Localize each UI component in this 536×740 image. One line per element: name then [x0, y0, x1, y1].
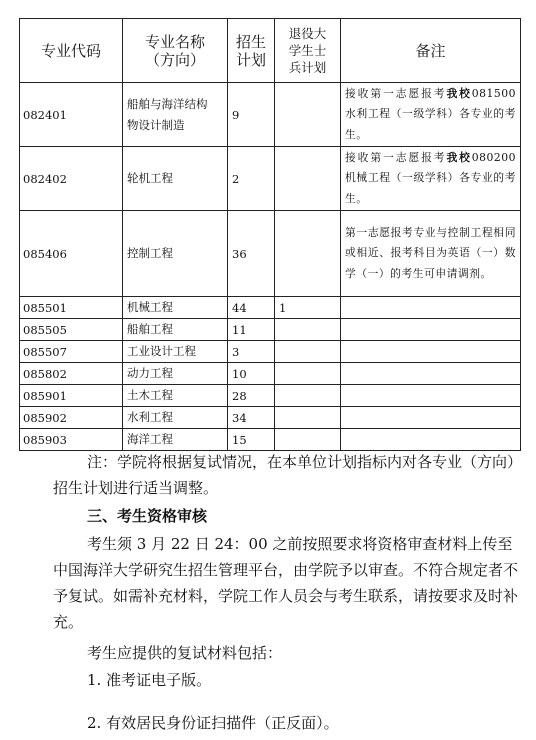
row-name: 海洋工程 — [123, 429, 228, 451]
header-name-line2: （方向） — [144, 50, 205, 69]
row-remark — [341, 429, 521, 451]
row-plan: 44 — [228, 297, 275, 319]
row-name: 船舶工程 — [123, 319, 228, 341]
row-code: 082401 — [20, 83, 123, 147]
table-row — [20, 429, 521, 451]
remark-text: 接收第一志愿报考 — [345, 150, 447, 164]
row-plan: 28 — [228, 385, 275, 407]
enrollment-plan-table — [19, 18, 521, 451]
row-veteran — [275, 341, 341, 363]
header-veteran-line1: 退役大 — [288, 26, 327, 41]
table-header-row — [20, 19, 521, 83]
row-remark — [341, 363, 521, 385]
row-code: 085901 — [20, 385, 123, 407]
row-code: 085505 — [20, 319, 123, 341]
table-row — [20, 363, 521, 385]
row-plan: 15 — [228, 429, 275, 451]
row-remark — [341, 83, 521, 147]
row-veteran: 1 — [275, 297, 341, 319]
table-row — [20, 385, 521, 407]
table-note: 注：学院将根据复试情况，在本单位计划指标内对各专业（方向）招生计划进行适当调整。 — [53, 453, 515, 497]
section-heading: 三、考生资格审核 — [87, 507, 208, 525]
header-veteran-line2: 学生士 — [288, 43, 327, 58]
row-plan: 11 — [228, 319, 275, 341]
table-row — [20, 297, 521, 319]
row-veteran — [275, 147, 341, 211]
row-code: 085902 — [20, 407, 123, 429]
row-name: 工业设计工程 — [123, 341, 228, 363]
row-plan: 9 — [228, 83, 275, 147]
row-plan: 10 — [228, 363, 275, 385]
remark-text: 081500 水利工程（一级学科）各专业的考生。 — [345, 86, 517, 141]
section-paragraph: 考生须 3 月 22 日 24：00 之前按照要求将资格审查材料上传至中国海洋大学研究生招生管理平台，由学院予以审查。不符合规定者不予复试。如需补充材料，学院工作人员会与考生联系，请按要求及时补充。 — [53, 535, 519, 631]
materials-item: 1. 准考证电子版。 — [87, 671, 212, 689]
row-code: 085903 — [20, 429, 123, 451]
row-remark — [341, 297, 521, 319]
header-remarks: 备注 — [341, 19, 521, 83]
header-enrollment-plan — [228, 19, 275, 83]
row-code: 082402 — [20, 147, 123, 211]
row-remark — [341, 385, 521, 407]
row-veteran — [275, 319, 341, 341]
row-name — [123, 83, 228, 147]
row-veteran — [275, 363, 341, 385]
materials-item: 2. 有效居民身份证扫描件（正反面）。 — [87, 714, 339, 732]
header-plan-line1: 招生 — [235, 32, 266, 51]
row-name: 水利工程 — [123, 407, 228, 429]
row-name: 轮机工程 — [123, 147, 228, 211]
row-veteran — [275, 83, 341, 147]
row-name: 机械工程 — [123, 297, 228, 319]
row-name-line1: 船舶与海洋结构 — [127, 96, 208, 111]
row-code: 085802 — [20, 363, 123, 385]
header-plan-line2: 计划 — [235, 50, 266, 69]
remark-bold-text: 我校 — [446, 150, 472, 164]
row-remark — [341, 147, 521, 211]
remark-text: 接收第一志愿报考 — [345, 86, 447, 100]
table-row — [20, 83, 521, 147]
remark-text: 080200 机械工程（一级学科）各专业的考生。 — [345, 150, 517, 205]
header-major-name — [123, 19, 228, 83]
row-code: 085406 — [20, 211, 123, 297]
row-veteran — [275, 385, 341, 407]
row-remark — [341, 341, 521, 363]
header-veteran-plan — [275, 19, 341, 83]
row-plan: 2 — [228, 147, 275, 211]
row-name: 控制工程 — [123, 211, 228, 297]
row-name: 土木工程 — [123, 385, 228, 407]
table-row — [20, 211, 521, 297]
row-remark: 第一志愿报考专业与控制工程相同或相近、报考科目为英语（一）数学（一）的考生可申请调剂。 — [341, 211, 521, 297]
table-row — [20, 407, 521, 429]
row-plan: 3 — [228, 341, 275, 363]
remark-bold-text: 我校 — [446, 86, 472, 100]
table-row — [20, 341, 521, 363]
row-remark — [341, 319, 521, 341]
row-code: 085501 — [20, 297, 123, 319]
table-row — [20, 147, 521, 211]
row-plan: 36 — [228, 211, 275, 297]
row-veteran — [275, 429, 341, 451]
header-veteran-line3: 兵计划 — [288, 60, 327, 75]
row-remark — [341, 407, 521, 429]
header-major-code: 专业代码 — [20, 19, 123, 83]
row-code: 085507 — [20, 341, 123, 363]
row-name: 动力工程 — [123, 363, 228, 385]
row-veteran — [275, 211, 341, 297]
row-name-line2: 物设计制造 — [127, 117, 185, 132]
header-name-line1: 专业名称 — [144, 32, 205, 51]
materials-intro: 考生应提供的复试材料包括： — [87, 644, 283, 662]
table-row — [20, 319, 521, 341]
row-veteran — [275, 407, 341, 429]
row-plan: 34 — [228, 407, 275, 429]
